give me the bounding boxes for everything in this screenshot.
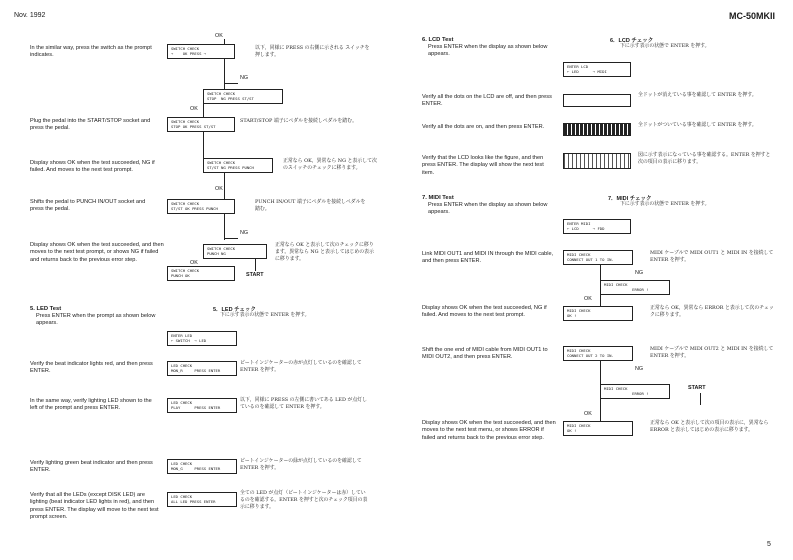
instruction-text-jp: 以下，同様に PRESS の右側に示される スイッチを押します。	[255, 45, 370, 58]
section-heading: 5. LED Test	[30, 306, 62, 312]
lcd-display: SWITCH CHECK STOP NG PRESS ST/ST	[203, 89, 283, 104]
flow-line	[203, 132, 204, 158]
instruction-text: Plug the pedal into the START/STOP socket and press the pedal.	[30, 118, 151, 132]
flow-line	[224, 83, 238, 84]
lcd-display: MIDI CHECK ERROR !	[600, 280, 670, 295]
flow-arrow	[600, 399, 601, 421]
lcd-display: SWITCH CHECK ST/ST OK PRESS PUNCH	[167, 199, 235, 214]
instruction-text: In the same way, verify lighting LED shown to the left of the prompt and press ENTER.	[30, 398, 152, 412]
flow-line	[224, 238, 238, 239]
lcd-display: MIDI CHECK ERROR !	[600, 384, 670, 399]
lcd-display: LED CHECK ALL LED PRESS ENTER	[167, 492, 237, 507]
lcd-pattern-display	[563, 153, 631, 169]
lcd-display: MIDI CHECK OK !	[563, 421, 633, 436]
lcd-display: ENTER LCD ← LED → MIDI	[563, 62, 631, 77]
lcd-display: MIDI CHECK OK !	[563, 306, 633, 321]
instruction-text: Shifts the pedal to PUNCH IN/OUT socket and press the pedal.	[30, 199, 146, 213]
instruction-text-jp: 正常なら OK と表示して次の項目の表示に，異常なら ERROR と表示してはじめの表示に移ります。	[650, 420, 769, 433]
ok-label: OK	[190, 260, 198, 266]
instruction-text-jp: 正常なら OK，異常なら NG と表示して次のスイッチのチェックに移ります。	[283, 158, 377, 171]
lcd-display: SWITCH CHECK PUNCH NG	[203, 244, 267, 259]
instruction-text-jp: 正常なら OK，異常なら ERROR と表示して次のチェックに移ります。	[650, 305, 774, 318]
instruction-text-jp: 全ドットがついている事を確認して ENTER を押す。	[638, 122, 757, 128]
lcd-display: SWITCH CHECK → OK PRESS →	[167, 44, 235, 59]
section-heading-jp: 6．LCD チェック	[610, 38, 654, 44]
section-intro-jp: 下に示す表示の状態で ENTER を押す。	[620, 201, 710, 207]
flow-arrow	[600, 361, 601, 384]
instruction-text-jp: ビートインジケーターの赤が点灯しているのを確認して ENTER を押す。	[240, 360, 362, 373]
section-intro: Press ENTER when the prompt as shown below appears.	[36, 313, 156, 327]
lcd-display: MIDI CHECK CONNECT OUT 1 TO IN.	[563, 250, 633, 265]
instruction-text: Verify the beat indicator lights red, and then press ENTER.	[30, 361, 153, 375]
start-label: START	[688, 385, 706, 391]
lcd-all-dots-display	[563, 123, 631, 136]
instruction-text: Verify that the LCD looks like the figure, and then press ENTER. The display will show the next test item.	[422, 155, 544, 176]
instruction-text: In the similar way, press the switch as the prompt indicates.	[30, 45, 152, 59]
instruction-text-jp: PUNCH IN/OUT 端子にペダルを接続しペダルを踏む。	[255, 199, 366, 212]
instruction-text-jp: ビートインジケーターの緑が点灯しているのを確認して ENTER を押す。	[240, 458, 362, 471]
page-number: 5	[767, 541, 771, 548]
ok-label: OK	[584, 411, 592, 417]
lcd-display: SWITCH CHECK PUNCH OK	[167, 266, 235, 281]
instruction-text-jp: START/STOP 端子にペダルを接続しペダルを踏む。	[240, 118, 357, 124]
instruction-text: Display shows OK when the test succeeded, NG if failed. And moves to the next test prompt.	[30, 160, 155, 174]
section-heading-jp: 5．LED チェック	[213, 307, 256, 313]
flow-line	[224, 59, 225, 89]
lcd-display: MIDI CHECK CONNECT OUT 2 TO IN.	[563, 346, 633, 361]
lcd-blank-display	[563, 94, 631, 107]
header-date: Nov. 1992	[14, 12, 46, 19]
flow-arrow	[224, 173, 225, 199]
flow-line	[224, 214, 225, 240]
section-intro-jp: 下に示す表示の状態で ENTER を押す。	[620, 43, 710, 49]
ng-label: NG	[240, 230, 249, 236]
instruction-text-jp: MIDI ケーブルで MIDI OUT2 と MIDI IN を接続して ENTER を押す。	[650, 346, 774, 359]
instruction-text: Verify that all the LEDs (except DISK LED) are lighting (beat indicator LED lights in red), and then press ENTER. The display will move to the next test prompt screen.	[30, 492, 159, 520]
instruction-text: Shift the one end of MIDI cable from MIDI OUT1 to MIDI OUT2, and then press ENTER.	[422, 347, 548, 361]
instruction-text: Display shows OK when the test succeeded, NG if failed. And moves to the next test prompt.	[422, 305, 547, 319]
ng-label: NG	[635, 270, 644, 276]
flow-line	[255, 259, 256, 271]
flow-arrow	[600, 265, 601, 280]
section-intro-jp: 下に示す表示の状態で ENTER を押す。	[220, 312, 310, 318]
lcd-display: SWITCH CHECK STOP OK PRESS ST/ST	[167, 117, 235, 132]
instruction-text-jp: 全ドットが消えている事を確認して ENTER を押す。	[638, 92, 757, 98]
instruction-text: Display shows OK when the test succeeded, and then moves to the next test menu, or shows ERROR if failed and returns back to the previous error step.	[422, 420, 556, 441]
lcd-display: ENTER MIDI ← LCD → FDD	[563, 219, 631, 234]
lcd-display: LED CHECK MON_R PRESS ENTER	[167, 361, 237, 376]
section-heading: 7. MIDI Test	[422, 195, 454, 201]
instruction-text-jp: 全ての LED が点灯（ビートインジケーターは赤）しているのを確認する。ENTER を押すと次のチェック項目の表示に移ります。	[240, 490, 368, 510]
start-label: START	[246, 272, 264, 278]
ok-label: OK	[215, 33, 223, 39]
instruction-text-jp: 正常なら OK と表示して次のチェックに移ります。異常なら NG と表示してはじめの表示に移ります。	[275, 242, 374, 262]
instruction-text: Link MIDI OUT1 and MIDI IN through the MIDI cable, and then press ENTER.	[422, 251, 554, 265]
header-model: MC-50MKII	[729, 11, 776, 21]
instruction-text: Verify all the dots on the LCD are off, and then press ENTER.	[422, 94, 552, 108]
section-intro: Press ENTER when the display as shown below appears.	[428, 202, 548, 216]
flow-line	[700, 393, 701, 405]
lcd-display: SWITCH CHECK ST/ST NG PRESS PUNCH	[203, 158, 273, 173]
instruction-text-jp: 図に示す表示になっている事を確認する。ENTER を押すと次の項目の表示に移ります。	[638, 152, 771, 165]
section-intro: Press ENTER when the display as shown below appears.	[428, 44, 548, 58]
instruction-text: Verify lighting green beat indicator and then press ENTER.	[30, 460, 153, 474]
section-heading-jp: 7．MIDI チェック	[608, 196, 652, 202]
lcd-display: ENTER LED ← SWITCH → LED	[167, 331, 237, 346]
instruction-text-jp: 以下，同様に PRESS の左側に書いてある LED が点灯しているのを確認して ENTER を押す。	[240, 397, 368, 410]
instruction-text-jp: MIDI ケーブルで MIDI OUT1 と MIDI IN を接続して ENTER を押す。	[650, 250, 774, 263]
section-heading: 6. LCD Test	[422, 37, 454, 43]
flow-arrow	[203, 104, 204, 117]
ok-label: OK	[215, 186, 223, 192]
ok-label: OK	[190, 106, 198, 112]
ng-label: NG	[240, 75, 249, 81]
lcd-display: LED CHECK PLAY PRESS ENTER	[167, 398, 237, 413]
instruction-text: Verify all the dots are on, and then press ENTER.	[422, 124, 545, 130]
lcd-display: LED CHECK MON_G PRESS ENTER	[167, 459, 237, 474]
ok-label: OK	[584, 296, 592, 302]
ng-label: NG	[635, 366, 644, 372]
instruction-text: Display shows OK when the test succeeded, and then moves to the next test prompt, or shows NG if failed and returns back to the previous error step.	[30, 242, 164, 263]
